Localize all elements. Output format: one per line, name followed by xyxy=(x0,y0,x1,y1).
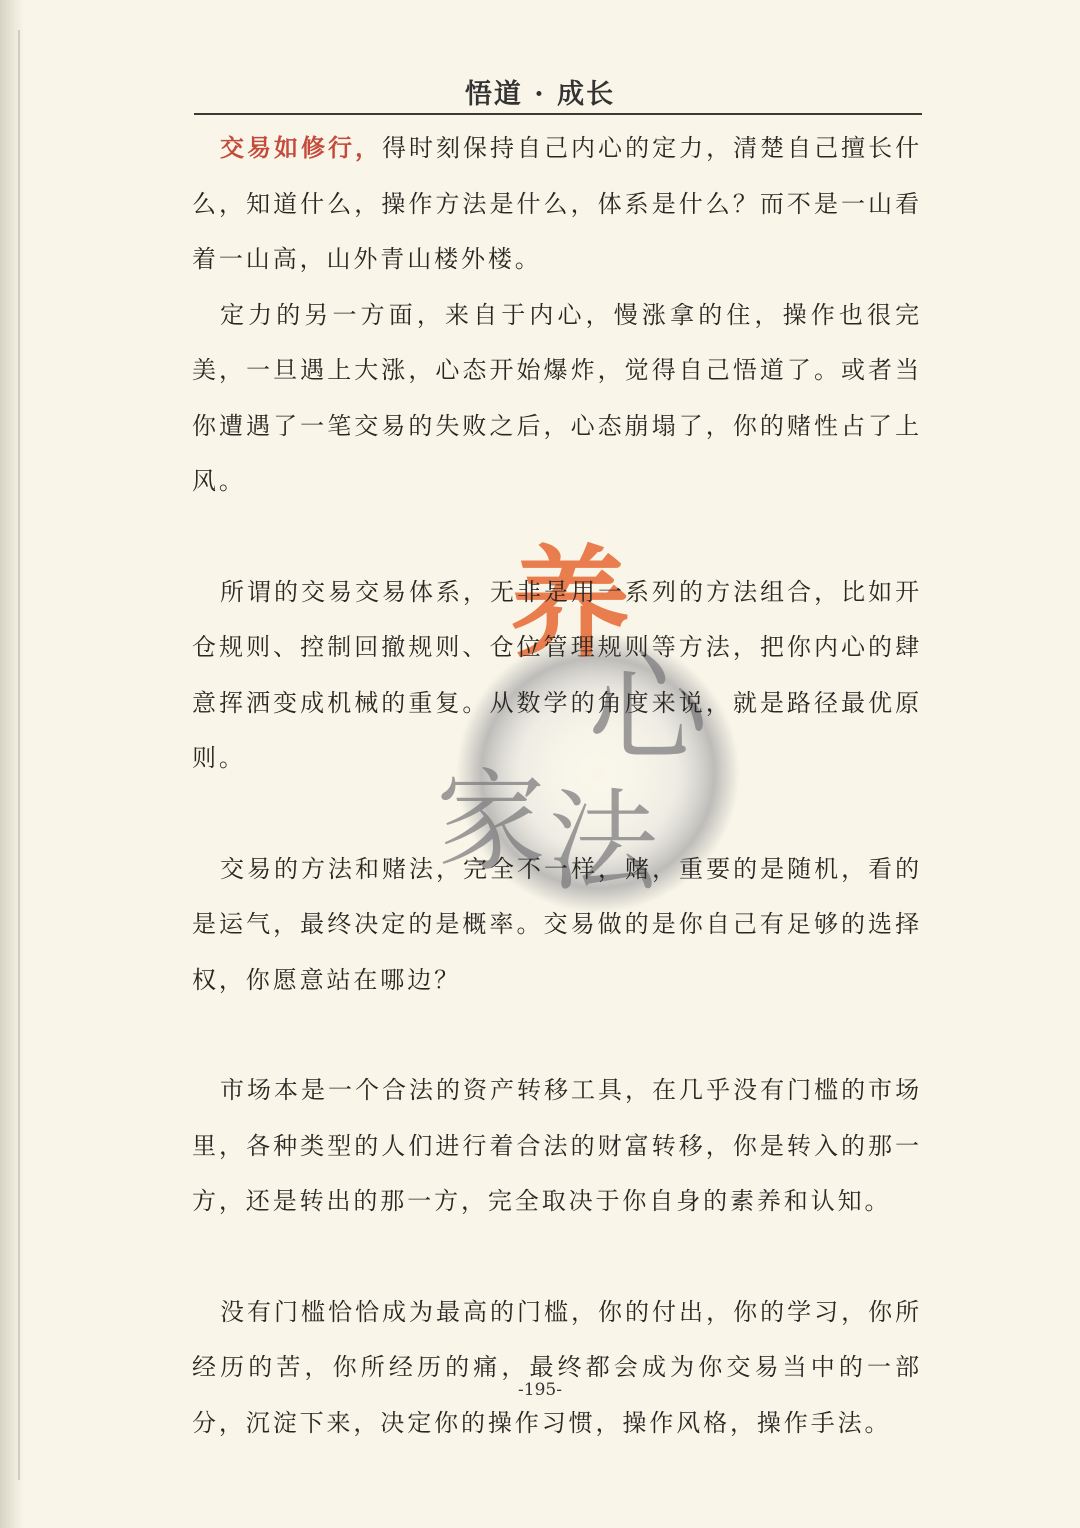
scan-edge-line xyxy=(18,30,20,1480)
body-text xyxy=(192,120,922,1451)
page-number: -195- xyxy=(518,1380,562,1400)
page-binding-shadow xyxy=(0,0,24,1528)
paragraph-4: 交易的方法和赌法，完全不一样，赌，重要的是随机，看的是运气，最终决定的是概率。交易做的是你自己有足够的选择权，你愿意站在哪边？ xyxy=(192,854,922,994)
paragraph-2: 定力的另一方面，来自于内心，慢涨拿的住，操作也很完美，一旦遇上大涨，心态开始爆炸，觉得自己悟道了。或者当你遭遇了一笔交易的失败之后，心态崩塌了，你的赌性占了上风。 xyxy=(192,300,922,495)
watermark-char-xin: 心 xyxy=(588,640,708,779)
paragraph-1: 交易如修行，得时刻保持自己内心的定力，清楚自己擅长什么，知道什么，操作方法是什么，体系是什么？而不是一山看着一山高，山外青山楼外楼。 xyxy=(192,133,923,273)
watermark-char-fa: 法 xyxy=(548,778,658,906)
watermark-char-jia: 家 xyxy=(436,758,546,886)
header-rule xyxy=(194,113,922,115)
paragraph-5: 市场本是一个合法的资产转移工具，在几乎没有门槛的市场里，各种类型的人们进行着合法的财富转移，你是转入的那一方，还是转出的那一方，完全取决于你自身的素养和认知。 xyxy=(192,1076,922,1215)
running-header: 悟道 · 成长 xyxy=(464,79,616,110)
watermark-char-yang: 养 xyxy=(510,533,630,674)
paragraph-6: 没有门槛恰恰成为最高的门槛，你的付出，你的学习，你所经历的苦，你所经历的痛，最终都会成为你交易当中的一部分，沉淀下来，决定你的操作习惯，操作风格，操作手法。 xyxy=(192,1297,922,1437)
paragraph-3: 所谓的交易交易体系，无非是用一系列的方法组合，比如开仓规则、控制回撤规则、仓位管理规则等方法，把你内心的肆意挥洒变成机械的重复。从数学的角度来说，就是路径最优原则。 xyxy=(192,577,922,772)
highlight-phrase: 交易如修行， xyxy=(220,133,383,162)
